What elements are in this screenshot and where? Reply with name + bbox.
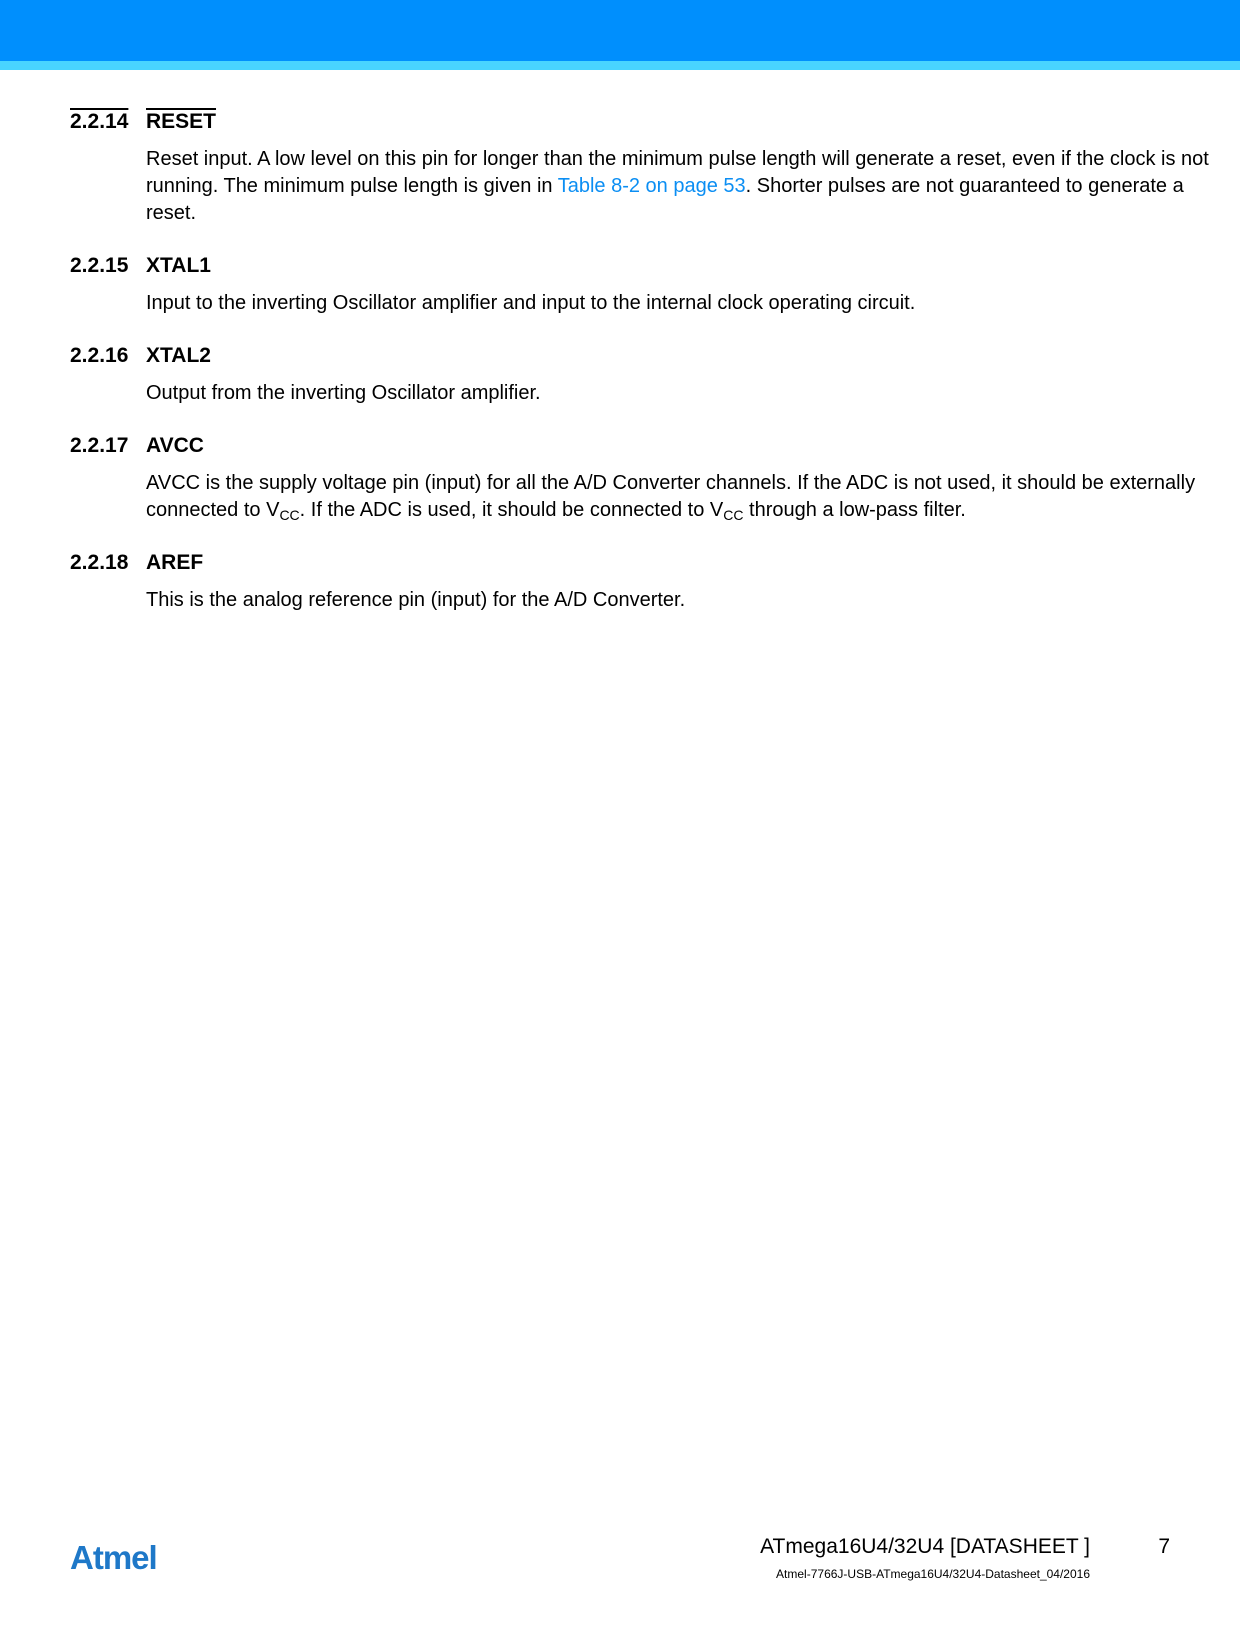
section-heading <box>70 432 1170 460</box>
section-number: 2.2.18 <box>70 551 129 574</box>
section-title: AVCC <box>146 434 204 457</box>
vcc-subscript: CC <box>279 507 300 523</box>
section-number: 2.2.17 <box>70 434 129 457</box>
section-avcc <box>70 432 1196 523</box>
section-body: Output from the inverting Oscillator amplifier. <box>146 382 541 404</box>
section-title: XTAL1 <box>146 254 211 277</box>
header-stripe <box>0 61 1240 70</box>
table-link[interactable]: Table 8-2 on page 53 <box>557 175 746 197</box>
section-title: XTAL2 <box>146 344 211 367</box>
section-xtal2 <box>70 342 1170 404</box>
footer-doc-title: ATmega16U4/32U4 [DATASHEET ] <box>760 1535 1090 1558</box>
footer-doc-id: Atmel-7766J-USB-ATmega16U4/32U4-Datasheet_04/2016 <box>776 1567 1090 1581</box>
logo-text: Atmel <box>70 1540 157 1576</box>
section-body <box>146 146 1226 227</box>
section-xtal1 <box>70 252 1170 314</box>
section-heading <box>70 252 1170 280</box>
section-number: 2.2.15 <box>70 254 129 277</box>
footer-page-number: 7 <box>1158 1535 1170 1558</box>
body-text-end: through a low-pass filter. <box>743 499 966 521</box>
body-text-continued: . Shorter pulses are not guaranteed to generate a reset. <box>146 175 1184 224</box>
section-heading <box>70 549 1170 577</box>
section-number: 2.2.14 <box>70 110 129 133</box>
section-aref <box>70 549 1170 611</box>
body-text: AVCC is the supply voltage pin (input) for all the A/D Converter channels. If the ADC is not used, it should be externally connected to V <box>146 472 1196 521</box>
section-body <box>146 470 1226 524</box>
body-text: Reset input. A low level on this pin for longer than the minimum pulse length will generate a reset, even if the clock is not running. The minimum pulse length is given in <box>146 148 1209 197</box>
section-title: RESET <box>146 110 217 133</box>
section-heading <box>70 108 1170 136</box>
section-title: AREF <box>146 551 204 574</box>
section-reset <box>70 108 1209 224</box>
body-text-continued: . If the ADC is used, it should be connected to V <box>299 499 724 521</box>
section-body: This is the analog reference pin (input) for the A/D Converter. <box>146 589 686 611</box>
header-band <box>0 0 1240 61</box>
section-heading <box>70 342 1170 370</box>
section-body: Input to the inverting Oscillator amplifier and input to the internal clock operating circuit. <box>146 292 916 314</box>
vcc-subscript: CC <box>723 507 744 523</box>
atmel-logo <box>70 1540 180 1576</box>
section-number: 2.2.16 <box>70 344 129 367</box>
